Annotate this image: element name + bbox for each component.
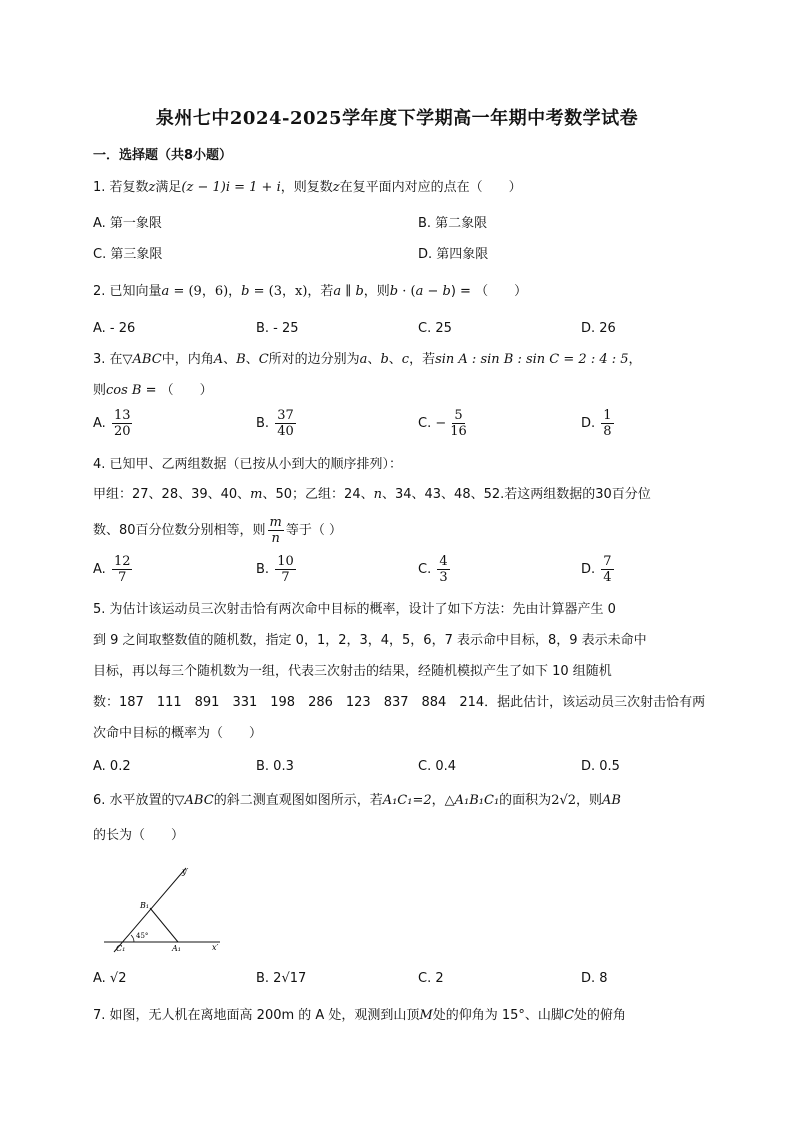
q2-text: ∥ — [341, 284, 356, 299]
fraction — [275, 408, 296, 439]
q1-z: z — [332, 180, 340, 195]
q7-text: 处的仰角为 15°、山脚 — [432, 1008, 564, 1023]
question-5: 5. 为估计该运动员三次射击恰有两次命中目标的概率，设计了如下方法：先由计算器产生 0 — [93, 602, 616, 617]
question-1 — [93, 178, 522, 198]
q3-option-a[interactable] — [93, 408, 134, 439]
numerator: 10 — [277, 554, 294, 569]
numerator: m — [269, 515, 282, 530]
question-5-line3: 目标，再以每三个随机数为一组，代表三次射击的结果，经随机模拟产生了如下 10 组随机 — [93, 664, 612, 679]
q2-option-a[interactable]: A. - 26 — [93, 321, 136, 336]
q7-text: 处的俯角 — [573, 1008, 626, 1023]
label-y: y′ — [182, 867, 189, 876]
question-3 — [93, 350, 642, 370]
y-axis — [114, 868, 186, 952]
numerator: 37 — [277, 408, 294, 423]
side-c: c — [401, 352, 410, 367]
question-7 — [93, 1006, 626, 1026]
q6-option-b[interactable]: B. 2√17 — [256, 971, 307, 986]
q3-text: 、 — [367, 352, 381, 367]
label-c1: C₁ — [116, 944, 126, 953]
angle-b: B — [236, 352, 246, 367]
angle-arc — [131, 935, 134, 942]
q3-option-c[interactable] — [418, 408, 471, 439]
q4-option-b[interactable] — [256, 554, 298, 585]
label-x: x′ — [212, 943, 219, 952]
q1-z: z — [148, 180, 156, 195]
question-6 — [93, 791, 621, 811]
denominator: 16 — [450, 424, 467, 439]
side-a: a — [359, 352, 368, 367]
q1-text: 1. 若复数 — [93, 180, 149, 195]
negative-sign: − — [435, 416, 447, 431]
q1-text: ，则复数 — [280, 180, 333, 195]
q6-text: ， — [431, 793, 445, 808]
question-4-line2 — [93, 485, 651, 505]
q3-text: ，若 — [409, 352, 436, 367]
denominator: 7 — [281, 570, 290, 585]
q2-text: − — [423, 284, 443, 299]
q6-text: 的面积为 — [499, 793, 552, 808]
q3-text: 所对的边分别为 — [268, 352, 360, 367]
q3-option-b[interactable] — [256, 408, 298, 439]
q3-text: 3. 在 — [93, 352, 123, 367]
q4-option-d[interactable] — [581, 554, 616, 585]
q7-text: 7. 如图，无人机在离地面高 200m 的 A 处，观测到山顶 — [93, 1008, 420, 1023]
option-label: A. — [93, 416, 106, 431]
q1-option-a[interactable]: A. 第一象限 — [93, 216, 162, 231]
denominator: 4 — [603, 570, 612, 585]
option-label: C. — [418, 416, 432, 431]
numerator: 13 — [113, 408, 131, 423]
fraction — [437, 554, 449, 585]
question-2 — [93, 282, 527, 302]
question-6-line2: 的长为（ ） — [93, 828, 185, 843]
q3-text: 、 — [245, 352, 259, 367]
cos-b: cos B — [106, 383, 142, 398]
angle-c: C — [258, 352, 269, 367]
denominator: 8 — [603, 424, 612, 439]
denominator: 3 — [439, 570, 448, 585]
fraction — [601, 554, 613, 585]
q1-text: 满足 — [155, 180, 182, 195]
sine-ratio: sin A : sin B : sin C = 2 : 4 : 5 — [435, 352, 629, 367]
fraction — [112, 408, 133, 439]
oblique-projection-figure — [100, 862, 230, 954]
q2-option-c[interactable]: C. 25 — [418, 321, 452, 336]
option-label: D. — [581, 416, 596, 431]
vector-b: b — [389, 284, 399, 299]
q6-option-d[interactable]: D. 8 — [581, 971, 608, 986]
q2-option-b[interactable]: B. - 25 — [256, 321, 299, 336]
section-heading: 一．选择题（共8小题） — [93, 148, 233, 163]
q5-option-b[interactable]: B. 0.3 — [256, 759, 294, 774]
denominator: 40 — [277, 424, 294, 439]
q3-text: 、 — [388, 352, 402, 367]
question-5-line2: 到 9 之间取整数值的随机数，指定 0，1，2，3，4，5，6，7 表示命中目标，8，9 表示未命中 — [93, 633, 647, 648]
triangle-a1b1c1: △A₁B₁C₁ — [444, 793, 500, 808]
var-n: n — [373, 487, 382, 502]
q1-option-b[interactable]: B. 第二象限 — [418, 216, 488, 231]
question-5-line4: 数：187 111 891 331 198 286 123 837 884 214．据此估计，该运动员三次射击恰有两 — [93, 695, 706, 710]
vector-a: a — [161, 284, 170, 299]
fraction — [275, 554, 296, 585]
vector-b: b — [442, 284, 451, 299]
numerator: 1 — [603, 408, 612, 423]
option-label: D. — [581, 562, 596, 577]
q2-text: ) = （ ） — [450, 284, 528, 299]
numerator: 4 — [439, 554, 448, 569]
triangle-abc: ▽ABC — [174, 793, 214, 808]
q3-option-d[interactable] — [581, 408, 616, 439]
label-b1: B₁ — [140, 901, 150, 910]
q3-text: 中，内角 — [161, 352, 214, 367]
q1-expression: (z − 1)i = 1 + i — [181, 180, 281, 195]
q5-option-a[interactable]: A. 0.2 — [93, 759, 131, 774]
segment-ab: AB — [602, 793, 621, 808]
segment-a1c1: A₁C₁=2 — [382, 793, 432, 808]
vector-b: b — [355, 284, 364, 299]
q3-text: = （ ） — [141, 383, 213, 398]
vector-a: a — [333, 284, 342, 299]
numerator: 7 — [603, 554, 612, 569]
q6-text: 的斜二测直观图如图所示，若 — [213, 793, 383, 808]
numerator: 5 — [454, 408, 463, 423]
q5-option-c[interactable]: C. 0.4 — [418, 759, 457, 774]
q3-text: ， — [628, 352, 642, 367]
var-m: m — [250, 487, 263, 502]
q6-text: 6. 水平放置的 — [93, 793, 175, 808]
q2-text: · ( — [398, 284, 416, 299]
option-label: A. — [93, 562, 106, 577]
q6-option-a[interactable]: A. √2 — [93, 971, 127, 986]
q1-text: 在复平面内对应的点在（ ） — [339, 180, 522, 195]
q3-text: 则 — [93, 383, 107, 398]
side-b: b — [380, 352, 389, 367]
point-m: M — [419, 1008, 433, 1023]
denominator: 7 — [118, 570, 127, 585]
q2-text: 2. 已知向量 — [93, 284, 162, 299]
q1-option-c[interactable]: C. 第三象限 — [93, 247, 163, 262]
q4-text: 、50；乙组：24、 — [262, 487, 374, 502]
q2-text: = (9，6)， — [169, 284, 242, 299]
q4-option-a[interactable] — [93, 554, 134, 585]
label-a1: A₁ — [172, 944, 181, 953]
fraction — [112, 554, 133, 585]
option-label: B. — [256, 562, 270, 577]
q4-text: 数、80百分位数分别相等，则 — [93, 523, 266, 538]
question-4: 4. 已知甲、乙两组数据（已按从小到大的顺序排列）： — [93, 457, 403, 472]
q6-option-c[interactable]: C. 2 — [418, 971, 444, 986]
denominator: 20 — [113, 424, 131, 439]
q4-text: 、34、43、48、52.若这两组数据的30百分位 — [381, 487, 651, 502]
q4-option-c[interactable] — [418, 554, 452, 585]
segment-b1a1 — [150, 908, 178, 942]
triangle-abc: ▽ABC — [122, 352, 162, 367]
exam-title: 泉州七中2024-2025学年度下学期高一年期中考数学试卷 — [155, 108, 639, 129]
q5-option-d[interactable]: D. 0.5 — [581, 759, 620, 774]
q4-text: 甲组：27、28、39、40、 — [93, 487, 251, 502]
q1-option-d[interactable]: D. 第四象限 — [418, 247, 489, 262]
question-5-line5: 次命中目标的概率为（ ） — [93, 726, 263, 741]
label-angle: 45° — [136, 932, 149, 940]
numerator: 12 — [113, 554, 131, 569]
vector-a: a — [415, 284, 424, 299]
option-label: B. — [256, 416, 270, 431]
fraction — [601, 408, 613, 439]
fraction — [448, 408, 469, 439]
vector-b: b — [241, 284, 250, 299]
q2-text: ，则 — [363, 284, 390, 299]
fraction-m-over-n — [268, 515, 284, 546]
point-c: C — [563, 1008, 574, 1023]
q6-text: ，则 — [576, 793, 603, 808]
area-value: 2√2 — [551, 793, 577, 808]
q4-text: 等于（ ） — [285, 523, 343, 538]
q2-option-d[interactable]: D. 26 — [581, 321, 616, 336]
question-4-line3 — [93, 515, 342, 546]
denominator: n — [271, 531, 280, 546]
angle-a: A — [213, 352, 224, 367]
question-3-line2 — [93, 381, 213, 401]
q3-text: 、 — [223, 352, 237, 367]
q2-text: = (3，x)，若 — [249, 284, 334, 299]
option-label: C. — [418, 562, 432, 577]
